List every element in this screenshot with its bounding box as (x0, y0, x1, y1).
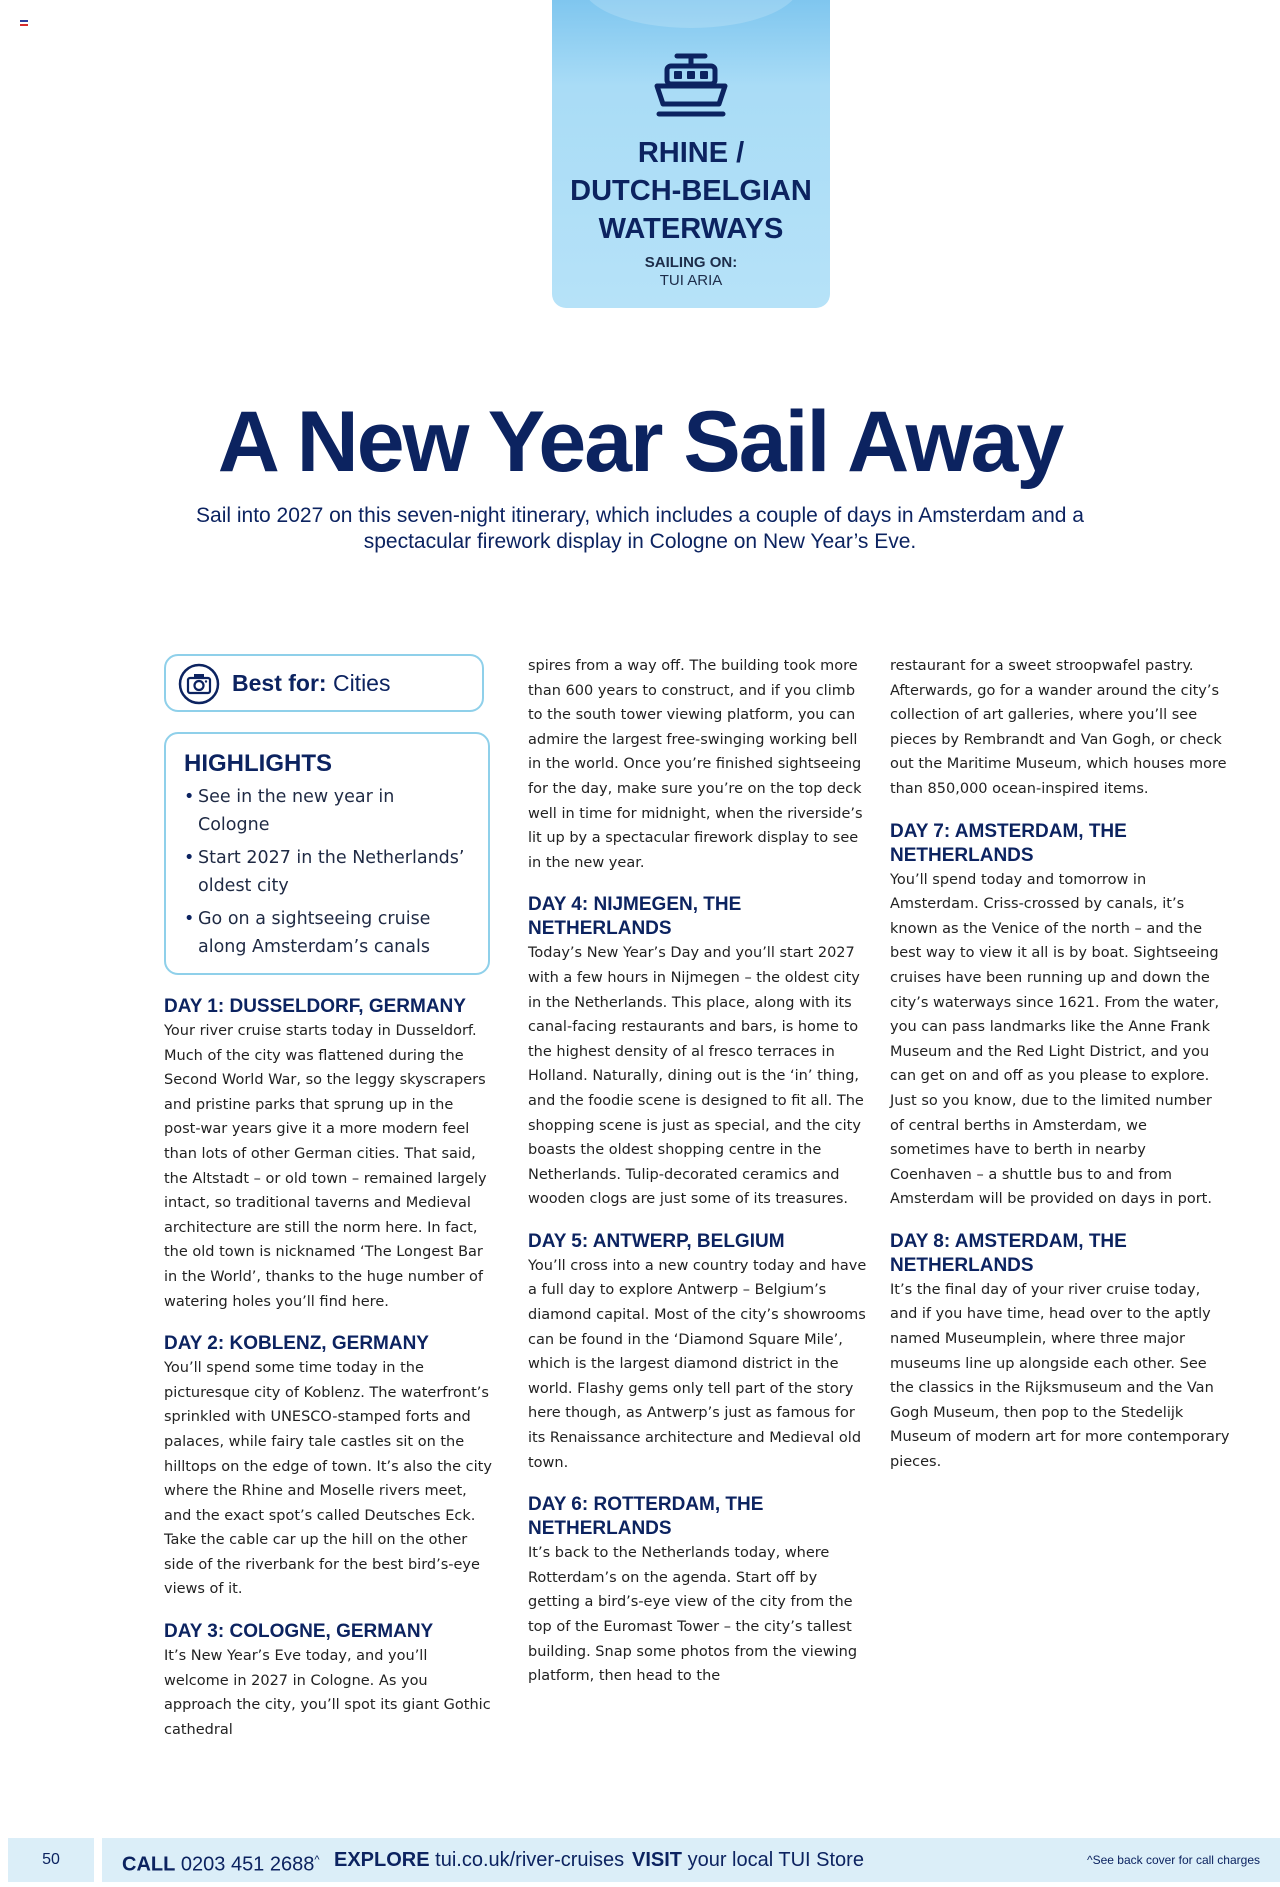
page-title: A New Year Sail Away (217, 394, 1063, 490)
sailing-label: SAILING ON: (644, 254, 738, 271)
explore-link[interactable]: tui.co.uk/river-cruises (435, 1849, 625, 1871)
visit-text: your local TUI Store (687, 1849, 864, 1871)
day-text: You’ll cross into a new country today and have a full day to explore Antwerp – Belgium’s diamond capital. Most of the city’s showrooms can be found in the ‘Diamond Square Mile’, which is the largest diamond district in the world. Flashy gems only tell part of the story here though, as Antwerp’s just as famous for its Renaissance architecture and Medieval old town. (528, 1257, 867, 1471)
boat-icon (653, 52, 729, 118)
day-text: It’s the final day of your river cruise today, and if you have time, head over to the aptly named Museumplein, where three major museums line up alongside each other. See the classics in the Rijksmuseum and the Van Gogh Museum, then pop to the Stedelijk Museum of modern art for more contemporary pieces. (890, 1281, 1230, 1471)
call-label: CALL (122, 1853, 176, 1876)
explore-info (334, 1838, 624, 1882)
best-for-key: Best for: (232, 670, 327, 696)
explore-label: EXPLORE (334, 1849, 430, 1871)
day-text-continued: spires from a way off. The building took more than 600 years to construct, and if you climb to the south tower viewing platform, you can admire the largest free-swinging working bell in the world. Once you’re finished sightseeing for the day, make sure you’re on the top deck well in time for midnight, when the riverside’s lit up by a spectacular firework display to see in the new year. (528, 658, 863, 871)
day-heading: DAY 8: AMSTERDAM, THE NETHERLANDS (890, 1230, 1127, 1276)
best-for-value: Cities (332, 670, 391, 696)
highlights-box (164, 732, 490, 975)
day-text: Your river cruise starts today in Dusseldorf. Much of the city was flattened during the Second World War, so the leggy skyscrapers and pristine parks that sprung up in the post-war years give it a more modern feel than lots of other German cities. That said, the Altstadt – or old town – remained largely intact, so traditional taverns and Medieval architecture are still the norm here. In fact, the old town is nicknamed ‘The Longest Bar in the World’, thanks to the huge number of watering holes you’ll find here. (164, 1023, 487, 1310)
day-heading: DAY 6: ROTTERDAM, THE NETHERLANDS (528, 1494, 764, 1540)
flag-icon (20, 20, 28, 26)
highlights-heading: HIGHLIGHTS (184, 750, 332, 777)
badge-highlight (582, 0, 800, 28)
day-text-continued: restaurant for a sweet stroopwafel pastry. Afterwards, go for a wander around the city’s collection of art galleries, where you’ll see pieces by Rembrandt and Van Gogh, or check out the Maritime Museum, which houses more than 850,000 ocean-inspired items. (890, 658, 1227, 797)
day-7-section (890, 820, 1230, 1212)
call-charges-note: ^See back cover for call charges (1086, 1853, 1260, 1867)
route-badge (552, 0, 830, 308)
day-4-section (528, 893, 868, 1212)
highlight-item: • Go on a sightseeing cruise along Amsterdam’s canals (184, 906, 470, 961)
route-line: WATERWAYS (598, 213, 784, 245)
day-3-continued (528, 654, 868, 875)
day-8-section (890, 1230, 1230, 1475)
day-3-section (164, 1620, 492, 1742)
column-1 (164, 654, 492, 1760)
day-text: It’s back to the Netherlands today, where Rotterdam’s on the agenda. Start off by getting a bird’s-eye view of the city from the top of the Euromast Tower – the city’s tallest building. Snap some photos from the viewing platform, then head to the (528, 1545, 858, 1685)
ship-name: TUI ARIA (659, 272, 723, 289)
day-text: You’ll spend today and tomorrow in Amsterdam. Criss-crossed by canals, it’s known as the Venice of the north – and the best way to view it all is by boat. Sightseeing cruises have been running up and down the city’s waterways since 1621. From the water, you can pass landmarks like the Anne Frank Museum and the Red Light District, and you can get on and off as you please to explore. Just so you know, due to the limited number of central berths in Amsterdam, we sometimes have to berth in nearby Coenhaven – a shuttle bus to and from Amsterdam will be provided on days in port. (890, 871, 1220, 1208)
day-text: You’ll spend some time today in the picturesque city of Koblenz. The waterfront’s sprinkled with UNESCO-stamped forts and palaces, while fairy tale castles sit on the hilltops on the edge of town. It’s also the city where the Rhine and Moselle rivers meet, and the exact spot’s called Deutsches Eck. Take the cable car up the hill on the other side of the riverbank for the best bird’s-eye views of it. (164, 1360, 492, 1598)
day-text: Today’s New Year’s Day and you’ll start 2027 with a few hours in Nijmegen – the oldest city in the Netherlands. This place, along with its canal-facing restaurants and bars, is home to the highest density of al fresco terraces in Holland. Naturally, dining out is the ‘in’ thing, and the foodie scene is designed to fit all. The shopping scene is just as special, and the city boasts the oldest shopping centre in the Netherlands. Tulip-decorated ceramics and wooden clogs are just some of its treasures. (528, 945, 864, 1208)
day-heading: DAY 3: COLOGNE, GERMANY (164, 1621, 434, 1643)
route-line: DUTCH-BELGIAN (570, 175, 812, 207)
day-heading: DAY 7: AMSTERDAM, THE NETHERLANDS (890, 820, 1127, 866)
camera-icon (178, 663, 220, 705)
day-heading: DAY 2: KOBLENZ, GERMANY (164, 1333, 429, 1355)
route-name (552, 134, 830, 248)
best-for-box (164, 654, 484, 712)
highlight-item: • See in the new year in Cologne (184, 784, 470, 839)
call-number[interactable]: 0203 451 2688 (180, 1853, 315, 1876)
best-for-label (232, 671, 390, 696)
day-text: It’s New Year’s Eve today, and you’ll welcome in 2027 in Cologne. As you approach the city, you’ll spot its giant Gothic cathedral (164, 1648, 491, 1738)
highlights-list (184, 784, 470, 961)
visit-label: VISIT (632, 1849, 683, 1871)
day-1-section (164, 995, 492, 1314)
visit-info (632, 1838, 864, 1882)
day-heading: DAY 5: ANTWERP, BELGIUM (528, 1230, 785, 1252)
day-heading: DAY 1: DUSSELDORF, GERMANY (164, 996, 466, 1017)
footer (8, 1838, 1280, 1882)
day-6-continued (890, 654, 1230, 802)
call-info (122, 1838, 320, 1887)
day-heading: DAY 4: NIJMEGEN, THE NETHERLANDS (528, 894, 742, 940)
page-number: 50 (8, 1838, 94, 1882)
footer-bar (102, 1838, 1280, 1882)
call-mark: ^ (314, 1854, 320, 1866)
day-2-section (164, 1332, 492, 1602)
column-3 (890, 654, 1230, 1493)
day-6-section (528, 1493, 868, 1689)
day-5-section (528, 1230, 868, 1475)
highlight-item: • Start 2027 in the Netherlands’ oldest city (184, 845, 470, 900)
page-subtitle: Sail into 2027 on this seven-night itinerary, which includes a couple of days in Amsterdam and a spectacular firework display in Cologne on New Year’s Eve. (196, 504, 1084, 553)
column-2 (528, 654, 868, 1707)
route-line: RHINE / (637, 137, 745, 169)
